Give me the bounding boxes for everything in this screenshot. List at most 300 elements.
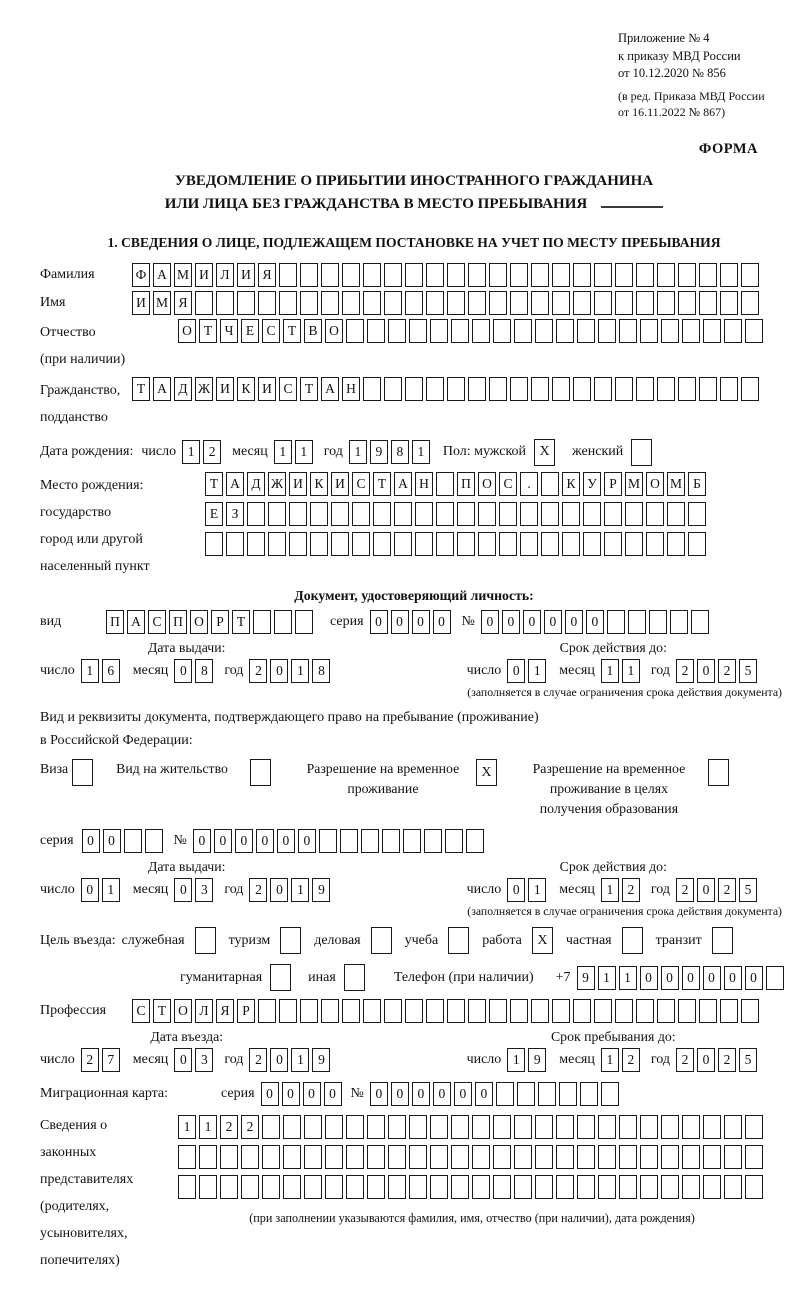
char-cell[interactable] — [367, 1145, 385, 1169]
char-cell[interactable]: 5 — [739, 1048, 757, 1072]
char-cell[interactable] — [388, 1145, 406, 1169]
char-cell[interactable]: О — [190, 610, 208, 634]
char-cell[interactable]: 1 — [412, 440, 430, 464]
char-cell[interactable] — [321, 999, 339, 1023]
char-cell[interactable] — [300, 263, 318, 287]
char-cell[interactable]: 0 — [544, 610, 562, 634]
char-cell[interactable]: А — [153, 377, 171, 401]
char-cell[interactable] — [394, 532, 412, 556]
char-cell[interactable] — [478, 502, 496, 526]
char-cell[interactable] — [405, 263, 423, 287]
char-cell[interactable] — [745, 319, 763, 343]
char-cell[interactable]: 0 — [502, 610, 520, 634]
char-cell[interactable] — [457, 532, 475, 556]
char-cell[interactable] — [289, 532, 307, 556]
char-cell[interactable] — [708, 759, 729, 786]
char-cell[interactable]: О — [325, 319, 343, 343]
char-cell[interactable] — [741, 291, 759, 315]
char-cell[interactable] — [283, 1145, 301, 1169]
char-cell[interactable]: 1 — [528, 878, 546, 902]
char-cell[interactable]: 0 — [270, 659, 288, 683]
char-cell[interactable]: 0 — [697, 1048, 715, 1072]
char-cell[interactable]: 1 — [291, 659, 309, 683]
char-cell[interactable] — [489, 291, 507, 315]
char-cell[interactable]: К — [562, 472, 580, 496]
char-cell[interactable] — [622, 927, 643, 954]
char-cell[interactable] — [346, 1145, 364, 1169]
char-cell[interactable] — [699, 999, 717, 1023]
char-cell[interactable]: 0 — [507, 878, 525, 902]
char-cell[interactable]: 0 — [640, 966, 658, 990]
char-cell[interactable]: Ж — [195, 377, 213, 401]
char-cell[interactable] — [577, 319, 595, 343]
char-cell[interactable] — [220, 1175, 238, 1199]
char-cell[interactable] — [517, 1082, 535, 1106]
char-cell[interactable] — [430, 1175, 448, 1199]
char-cell[interactable] — [403, 829, 421, 853]
char-cell[interactable] — [220, 1145, 238, 1169]
char-cell[interactable]: Р — [211, 610, 229, 634]
char-cell[interactable] — [598, 1145, 616, 1169]
char-cell[interactable] — [216, 291, 234, 315]
char-cell[interactable] — [241, 1175, 259, 1199]
char-cell[interactable] — [124, 829, 142, 853]
char-cell[interactable]: Р — [604, 472, 622, 496]
char-cell[interactable]: Д — [247, 472, 265, 496]
char-cell[interactable]: 2 — [676, 1048, 694, 1072]
char-cell[interactable]: О — [174, 999, 192, 1023]
char-cell[interactable] — [520, 532, 538, 556]
char-cell[interactable] — [319, 829, 337, 853]
char-cell[interactable] — [382, 829, 400, 853]
char-cell[interactable] — [556, 1175, 574, 1199]
char-cell[interactable] — [253, 610, 271, 634]
char-cell[interactable] — [363, 263, 381, 287]
char-cell[interactable] — [636, 377, 654, 401]
char-cell[interactable] — [741, 263, 759, 287]
char-cell[interactable] — [577, 1115, 595, 1139]
char-cell[interactable]: Л — [195, 999, 213, 1023]
char-cell[interactable] — [352, 532, 370, 556]
char-cell[interactable]: 0 — [661, 966, 679, 990]
char-cell[interactable] — [493, 319, 511, 343]
char-cell[interactable] — [430, 1145, 448, 1169]
char-cell[interactable] — [384, 999, 402, 1023]
char-cell[interactable]: М — [625, 472, 643, 496]
char-cell[interactable] — [514, 1175, 532, 1199]
char-cell[interactable] — [510, 999, 528, 1023]
char-cell[interactable] — [493, 1115, 511, 1139]
char-cell[interactable] — [226, 532, 244, 556]
char-cell[interactable] — [598, 1175, 616, 1199]
char-cell[interactable] — [604, 502, 622, 526]
char-cell[interactable] — [424, 829, 442, 853]
char-cell[interactable] — [199, 1145, 217, 1169]
char-cell[interactable] — [331, 532, 349, 556]
char-cell[interactable] — [426, 377, 444, 401]
char-cell[interactable] — [367, 319, 385, 343]
char-cell[interactable] — [657, 291, 675, 315]
char-cell[interactable] — [352, 502, 370, 526]
char-cell[interactable] — [361, 829, 379, 853]
char-cell[interactable] — [466, 829, 484, 853]
char-cell[interactable]: К — [237, 377, 255, 401]
char-cell[interactable] — [262, 1115, 280, 1139]
char-cell[interactable] — [451, 1175, 469, 1199]
char-cell[interactable]: . — [520, 472, 538, 496]
char-cell[interactable]: Т — [132, 377, 150, 401]
char-cell[interactable] — [145, 829, 163, 853]
char-cell[interactable] — [573, 291, 591, 315]
char-cell[interactable] — [496, 1082, 514, 1106]
char-cell[interactable]: С — [499, 472, 517, 496]
char-cell[interactable]: 1 — [619, 966, 637, 990]
char-cell[interactable] — [720, 377, 738, 401]
char-cell[interactable] — [321, 263, 339, 287]
char-cell[interactable] — [535, 319, 553, 343]
char-cell[interactable] — [280, 927, 301, 954]
char-cell[interactable] — [682, 1175, 700, 1199]
char-cell[interactable] — [363, 999, 381, 1023]
char-cell[interactable] — [667, 532, 685, 556]
char-cell[interactable] — [384, 377, 402, 401]
char-cell[interactable] — [447, 263, 465, 287]
char-cell[interactable] — [409, 319, 427, 343]
char-cell[interactable] — [426, 263, 444, 287]
char-cell[interactable] — [405, 377, 423, 401]
char-cell[interactable] — [310, 532, 328, 556]
char-cell[interactable]: Н — [342, 377, 360, 401]
char-cell[interactable]: 0 — [277, 829, 295, 853]
char-cell[interactable]: В — [304, 319, 322, 343]
char-cell[interactable]: 0 — [214, 829, 232, 853]
char-cell[interactable]: 2 — [249, 659, 267, 683]
char-cell[interactable]: 2 — [241, 1115, 259, 1139]
char-cell[interactable] — [712, 927, 733, 954]
char-cell[interactable] — [258, 291, 276, 315]
char-cell[interactable]: Ч — [220, 319, 238, 343]
char-cell[interactable]: 1 — [601, 1048, 619, 1072]
char-cell[interactable] — [640, 1145, 658, 1169]
char-cell[interactable]: 5 — [739, 878, 757, 902]
char-cell[interactable] — [270, 964, 291, 991]
char-cell[interactable]: 0 — [697, 878, 715, 902]
char-cell[interactable] — [577, 1175, 595, 1199]
char-cell[interactable]: 0 — [174, 878, 192, 902]
char-cell[interactable]: Т — [199, 319, 217, 343]
char-cell[interactable]: 0 — [481, 610, 499, 634]
char-cell[interactable] — [514, 1145, 532, 1169]
char-cell[interactable] — [594, 377, 612, 401]
char-cell[interactable]: 9 — [577, 966, 595, 990]
char-cell[interactable]: 7 — [102, 1048, 120, 1072]
char-cell[interactable]: 0 — [303, 1082, 321, 1106]
char-cell[interactable]: Т — [153, 999, 171, 1023]
char-cell[interactable] — [426, 999, 444, 1023]
char-cell[interactable]: Б — [688, 472, 706, 496]
char-cell[interactable] — [657, 263, 675, 287]
char-cell[interactable] — [724, 1145, 742, 1169]
char-cell[interactable]: 1 — [291, 878, 309, 902]
char-cell[interactable] — [468, 291, 486, 315]
char-cell[interactable] — [531, 291, 549, 315]
char-cell[interactable]: Н — [415, 472, 433, 496]
char-cell[interactable] — [274, 610, 292, 634]
char-cell[interactable]: 0 — [298, 829, 316, 853]
char-cell[interactable]: С — [352, 472, 370, 496]
char-cell[interactable]: Т — [300, 377, 318, 401]
char-cell[interactable]: 6 — [102, 659, 120, 683]
char-cell[interactable]: 2 — [676, 659, 694, 683]
char-cell[interactable] — [559, 1082, 577, 1106]
char-cell[interactable] — [741, 999, 759, 1023]
char-cell[interactable] — [661, 319, 679, 343]
char-cell[interactable]: Т — [205, 472, 223, 496]
char-cell[interactable]: Ж — [268, 472, 286, 496]
char-cell[interactable] — [268, 502, 286, 526]
char-cell[interactable]: Е — [205, 502, 223, 526]
char-cell[interactable] — [531, 377, 549, 401]
char-cell[interactable]: А — [153, 263, 171, 287]
char-cell[interactable]: 1 — [291, 1048, 309, 1072]
char-cell[interactable] — [426, 291, 444, 315]
char-cell[interactable] — [250, 759, 271, 786]
char-cell[interactable] — [724, 1115, 742, 1139]
char-cell[interactable]: 0 — [697, 659, 715, 683]
char-cell[interactable] — [289, 502, 307, 526]
char-cell[interactable]: 1 — [199, 1115, 217, 1139]
char-cell[interactable] — [367, 1115, 385, 1139]
char-cell[interactable] — [489, 377, 507, 401]
char-cell[interactable] — [720, 263, 738, 287]
char-cell[interactable] — [178, 1145, 196, 1169]
char-cell[interactable]: 0 — [412, 1082, 430, 1106]
char-cell[interactable]: 0 — [475, 1082, 493, 1106]
char-cell[interactable] — [598, 1115, 616, 1139]
char-cell[interactable]: 0 — [412, 610, 430, 634]
char-cell[interactable] — [472, 1115, 490, 1139]
char-cell[interactable]: 1 — [622, 659, 640, 683]
char-cell[interactable]: 3 — [195, 1048, 213, 1072]
char-cell[interactable]: И — [331, 472, 349, 496]
char-cell[interactable]: 8 — [195, 659, 213, 683]
char-cell[interactable]: 2 — [81, 1048, 99, 1072]
char-cell[interactable] — [195, 927, 216, 954]
char-cell[interactable]: Т — [373, 472, 391, 496]
char-cell[interactable]: 1 — [182, 440, 200, 464]
char-cell[interactable] — [388, 1175, 406, 1199]
char-cell[interactable] — [346, 1175, 364, 1199]
char-cell[interactable] — [625, 532, 643, 556]
char-cell[interactable] — [489, 999, 507, 1023]
char-cell[interactable]: 0 — [454, 1082, 472, 1106]
char-cell[interactable]: З — [226, 502, 244, 526]
char-cell[interactable] — [741, 377, 759, 401]
char-cell[interactable]: 9 — [312, 1048, 330, 1072]
char-cell[interactable] — [649, 610, 667, 634]
char-cell[interactable] — [295, 610, 313, 634]
char-cell[interactable]: 1 — [601, 659, 619, 683]
char-cell[interactable]: С — [148, 610, 166, 634]
char-cell[interactable] — [646, 502, 664, 526]
char-cell[interactable]: Я — [258, 263, 276, 287]
char-cell[interactable] — [489, 263, 507, 287]
char-cell[interactable]: 1 — [81, 659, 99, 683]
char-cell[interactable]: 0 — [270, 1048, 288, 1072]
char-cell[interactable] — [514, 319, 532, 343]
char-cell[interactable]: 1 — [102, 878, 120, 902]
char-cell[interactable] — [573, 999, 591, 1023]
char-cell[interactable]: 0 — [391, 1082, 409, 1106]
char-cell[interactable] — [720, 999, 738, 1023]
char-cell[interactable] — [371, 927, 392, 954]
char-cell[interactable] — [745, 1145, 763, 1169]
char-cell[interactable] — [451, 1145, 469, 1169]
char-cell[interactable] — [388, 319, 406, 343]
char-cell[interactable] — [541, 502, 559, 526]
char-cell[interactable]: М — [667, 472, 685, 496]
char-cell[interactable] — [415, 502, 433, 526]
char-cell[interactable] — [384, 263, 402, 287]
char-cell[interactable]: 9 — [370, 440, 388, 464]
char-cell[interactable] — [199, 1175, 217, 1199]
char-cell[interactable] — [72, 759, 93, 786]
char-cell[interactable] — [205, 532, 223, 556]
char-cell[interactable] — [493, 1175, 511, 1199]
char-cell[interactable] — [388, 1115, 406, 1139]
char-cell[interactable] — [577, 1145, 595, 1169]
char-cell[interactable] — [556, 1115, 574, 1139]
char-cell[interactable]: 8 — [312, 659, 330, 683]
char-cell[interactable] — [394, 502, 412, 526]
char-cell[interactable] — [720, 291, 738, 315]
char-cell[interactable] — [628, 610, 646, 634]
char-cell[interactable] — [636, 999, 654, 1023]
char-cell[interactable] — [279, 291, 297, 315]
char-cell[interactable]: 3 — [195, 878, 213, 902]
char-cell[interactable] — [552, 377, 570, 401]
char-cell[interactable]: И — [258, 377, 276, 401]
char-cell[interactable] — [384, 291, 402, 315]
char-cell[interactable]: 0 — [256, 829, 274, 853]
char-cell[interactable]: П — [169, 610, 187, 634]
char-cell[interactable] — [594, 263, 612, 287]
char-cell[interactable] — [310, 502, 328, 526]
char-cell[interactable] — [472, 1175, 490, 1199]
char-cell[interactable]: 0 — [270, 878, 288, 902]
char-cell[interactable]: 2 — [622, 878, 640, 902]
char-cell[interactable] — [499, 532, 517, 556]
char-cell[interactable]: 0 — [682, 966, 700, 990]
char-cell[interactable]: Ф — [132, 263, 150, 287]
char-cell[interactable] — [436, 472, 454, 496]
char-cell[interactable]: У — [583, 472, 601, 496]
char-cell[interactable]: 0 — [433, 610, 451, 634]
char-cell[interactable]: 2 — [249, 878, 267, 902]
char-cell[interactable]: 0 — [586, 610, 604, 634]
char-cell[interactable] — [631, 439, 652, 466]
char-cell[interactable] — [636, 291, 654, 315]
char-cell[interactable] — [619, 1175, 637, 1199]
char-cell[interactable] — [321, 291, 339, 315]
char-cell[interactable] — [604, 532, 622, 556]
char-cell[interactable] — [409, 1175, 427, 1199]
char-cell[interactable]: 2 — [718, 1048, 736, 1072]
char-cell[interactable] — [703, 319, 721, 343]
char-cell[interactable] — [640, 1115, 658, 1139]
char-cell[interactable] — [342, 263, 360, 287]
char-cell[interactable] — [283, 1115, 301, 1139]
char-cell[interactable]: С — [279, 377, 297, 401]
char-cell[interactable] — [535, 1145, 553, 1169]
char-cell[interactable] — [520, 502, 538, 526]
char-cell[interactable] — [594, 999, 612, 1023]
char-cell[interactable] — [661, 1115, 679, 1139]
char-cell[interactable] — [682, 319, 700, 343]
char-cell[interactable]: Т — [232, 610, 250, 634]
char-cell[interactable] — [178, 1175, 196, 1199]
char-cell[interactable] — [682, 1115, 700, 1139]
char-cell[interactable] — [300, 999, 318, 1023]
char-cell[interactable] — [688, 502, 706, 526]
char-cell[interactable] — [300, 291, 318, 315]
char-cell[interactable] — [430, 1115, 448, 1139]
char-cell[interactable]: 0 — [81, 878, 99, 902]
char-cell[interactable]: О — [478, 472, 496, 496]
char-cell[interactable] — [670, 610, 688, 634]
char-cell[interactable] — [615, 263, 633, 287]
char-cell[interactable] — [195, 291, 213, 315]
char-cell[interactable] — [409, 1115, 427, 1139]
char-cell[interactable]: 1 — [507, 1048, 525, 1072]
char-cell[interactable]: 2 — [203, 440, 221, 464]
char-cell[interactable] — [510, 377, 528, 401]
char-cell[interactable]: 1 — [349, 440, 367, 464]
char-cell[interactable] — [363, 291, 381, 315]
char-cell[interactable]: А — [127, 610, 145, 634]
char-cell[interactable] — [573, 263, 591, 287]
char-cell[interactable] — [646, 532, 664, 556]
char-cell[interactable] — [636, 263, 654, 287]
char-cell[interactable]: И — [237, 263, 255, 287]
char-cell[interactable]: 0 — [193, 829, 211, 853]
char-cell[interactable] — [247, 502, 265, 526]
char-cell[interactable] — [657, 999, 675, 1023]
char-cell[interactable]: Р — [237, 999, 255, 1023]
char-cell[interactable] — [615, 377, 633, 401]
char-cell[interactable] — [373, 502, 391, 526]
char-cell[interactable] — [325, 1145, 343, 1169]
char-cell[interactable]: 0 — [261, 1082, 279, 1106]
char-cell[interactable] — [678, 999, 696, 1023]
char-cell[interactable]: А — [394, 472, 412, 496]
char-cell[interactable] — [556, 1145, 574, 1169]
char-cell[interactable] — [478, 532, 496, 556]
char-cell[interactable] — [405, 999, 423, 1023]
char-cell[interactable]: 2 — [622, 1048, 640, 1072]
char-cell[interactable]: 0 — [370, 1082, 388, 1106]
char-cell[interactable]: 0 — [174, 659, 192, 683]
char-cell[interactable]: 0 — [324, 1082, 342, 1106]
char-cell[interactable]: 0 — [174, 1048, 192, 1072]
char-cell[interactable] — [493, 1145, 511, 1169]
char-cell[interactable]: Д — [174, 377, 192, 401]
char-cell[interactable]: 0 — [703, 966, 721, 990]
char-cell[interactable] — [552, 291, 570, 315]
char-cell[interactable]: Т — [283, 319, 301, 343]
char-cell[interactable] — [468, 377, 486, 401]
char-cell[interactable] — [510, 263, 528, 287]
